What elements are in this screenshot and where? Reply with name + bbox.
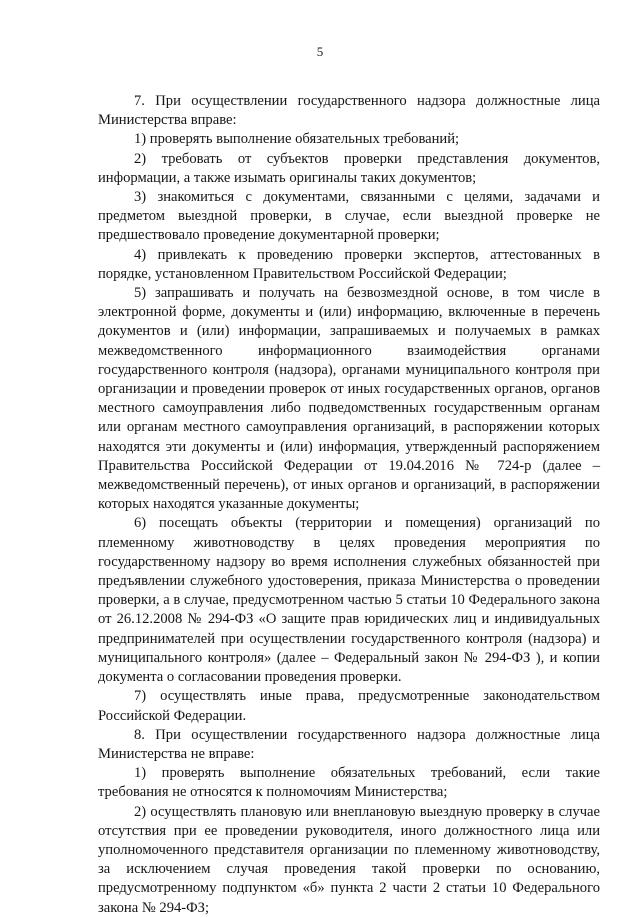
list-item-7-7: 7) осуществлять иные права, предусмотренные законодательством Российской Федерации. (98, 688, 600, 724)
list-item-7-6: 6) посещать объекты (территории и помещения) организаций по племенному животноводству в целях проведения мероприятия по государственному надзору во время исполнения служебных обязанностей при предъявлении служебного удостоверения, приказа Министерства о проведении проверки, а в случае, предусмотренном частью 5 статьи 10 Федерального закона от 26.12.2008 № 294-ФЗ «О защите прав юридических лиц и индивидуальных предпринимателей при осуществлении государственного контроля (надзора) и муниципального контроля» (далее – Федеральный закон № 294-ФЗ ), и копии документа о согласовании проведения проверки. (98, 515, 600, 686)
list-item-7-3: 3) знакомиться с документами, связанными с целями, задачами и предметом выездной проверки, в случае, если выездной проверке не предшествовало проведение документарной проверки; (98, 189, 600, 244)
page-number: 5 (316, 44, 324, 59)
list-item-7-1: 1) проверять выполнение обязательных требований; (134, 131, 460, 148)
list-item-8-1: 1) проверять выполнение обязательных требований, если такие требования не относятся к полномочиям Министерства; (98, 765, 600, 801)
list-item-7-5: 5) запрашивать и получать на безвозмездной основе, в том числе в электронной форме, документы и (или) информацию, включенные в перечень документов и (или) информации, запрашиваемых и получаемых в рамках межведомственного информационного взаимодействия органами государственного контроля (надзора), органами муниципального контроля при организации и проведении проверок от иных государственных органов, органов местного самоуправления либо подведомственных государственным органам или органам местного самоуправления организаций, в распоряжении которых находятся эти документы и (или) информация, утвержденный распоряжением Правительства Российской Федерации от 19.04.2016 № 724-р (далее – межведомственный перечень), от иных органов и организаций, в распоряжении которых находятся указанные документы; (98, 285, 600, 513)
list-item-8-2: 2) осуществлять плановую или внеплановую выездную проверку в случае отсутствия при ее проведении руководителя, иного должностного лица или уполномоченного представителя организации по племенному животноводству, за исключением случая проведения такой проверки по основанию, предусмотренному подпунктом «б» пункта 2 части 2 статьи 10 Федерального закона № 294-ФЗ; (98, 803, 600, 916)
list-item-7-2: 2) требовать от субъектов проверки представления документов, информации, а также изымать оригиналы таких документов; (98, 150, 600, 186)
paragraph-7-intro: 7. При осуществлении государственного надзора должностные лица Министерства вправе: (98, 93, 600, 129)
paragraph-8-intro: 8. При осуществлении государственного надзора должностные лица Министерства не вправе: (98, 726, 600, 762)
document-body (98, 92, 600, 918)
list-item-7-4: 4) привлекать к проведению проверки экспертов, аттестованных в порядке, установленном Правительством Российской Федерации; (98, 246, 600, 282)
